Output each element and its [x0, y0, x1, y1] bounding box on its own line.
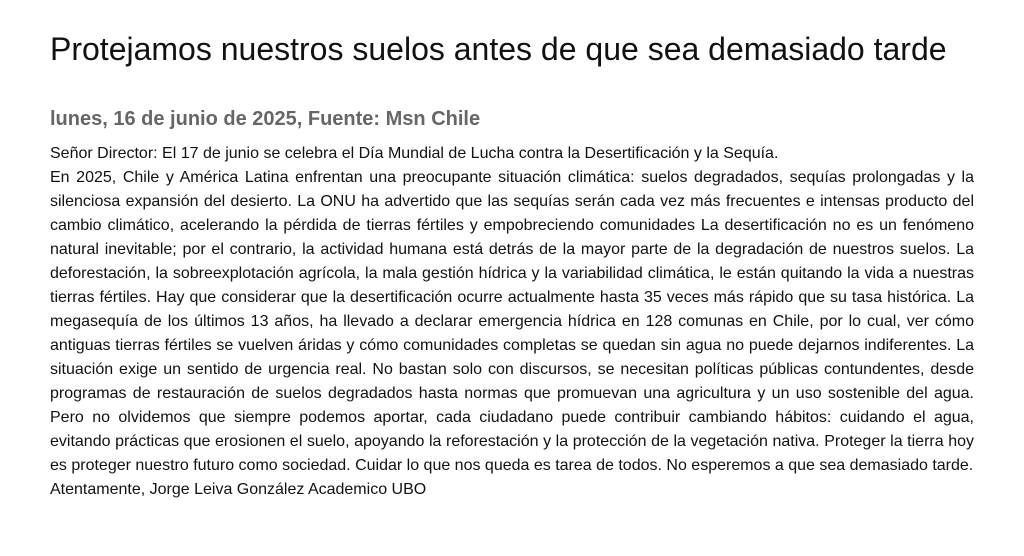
- article-body: [50, 142, 974, 502]
- article-paragraph-main: En 2025, Chile y América Latina enfrentan una preocupante situación climática: suelos degradados, sequías prolongadas y la silenciosa expansión del desierto. La ONU ha advertido que las sequías serán cada vez más frecuentes e intensas producto del cambio climático, acelerando la pérdida de tierras fértiles y empobreciendo comunidades La desertificación no es un fenómeno natural inevitable; por el contrario, la actividad humana está detrás de la mayor parte de la degradación de nuestros suelos. La deforestación, la sobreexplotación agrícola, la mala gestión hídrica y la variabilidad climática, le están quitando la vida a nuestras tierras fértiles. Hay que considerar que la desertificación ocurre actualmente hasta 35 veces más rápido que su tasa histórica. La megasequía de los últimos 13 años, ha llevado a declarar emergencia hídrica en 128 comunas en Chile, por lo cual, ver cómo antiguas tierras fértiles se vuelven áridas y cómo comunidades completas se quedan sin agua no puede dejarnos indiferentes. La situación exige un sentido de urgencia real. No bastan solo con discursos, se necesitan políticas públicas contundentes, desde programas de restauración de suelos degradados hasta normas que promuevan una agricultura y un uso sostenible del agua. Pero no olvidemos que siempre podemos aportar, cada ciudadano puede contribuir cambiando hábitos: cuidando el agua, evitando prácticas que erosionen el suelo, apoyando la reforestación y la protección de la vegetación nativa. Proteger la tierra hoy es proteger nuestro futuro como sociedad. Cuidar lo que nos queda es tarea de todos. No esperemos a que sea demasiado tarde.: [50, 169, 974, 474]
- article-paragraph-salutation: Señor Director: El 17 de junio se celebra el Día Mundial de Lucha contra la Desertificación y la Sequía.: [50, 145, 779, 162]
- article-paragraph-signature: Atentamente, Jorge Leiva González Academico UBO: [50, 481, 427, 498]
- article-date-source: lunes, 16 de junio de 2025, Fuente: Msn Chile: [50, 108, 481, 130]
- article-title: Protejamos nuestros suelos antes de que sea demasiado tarde: [50, 31, 947, 67]
